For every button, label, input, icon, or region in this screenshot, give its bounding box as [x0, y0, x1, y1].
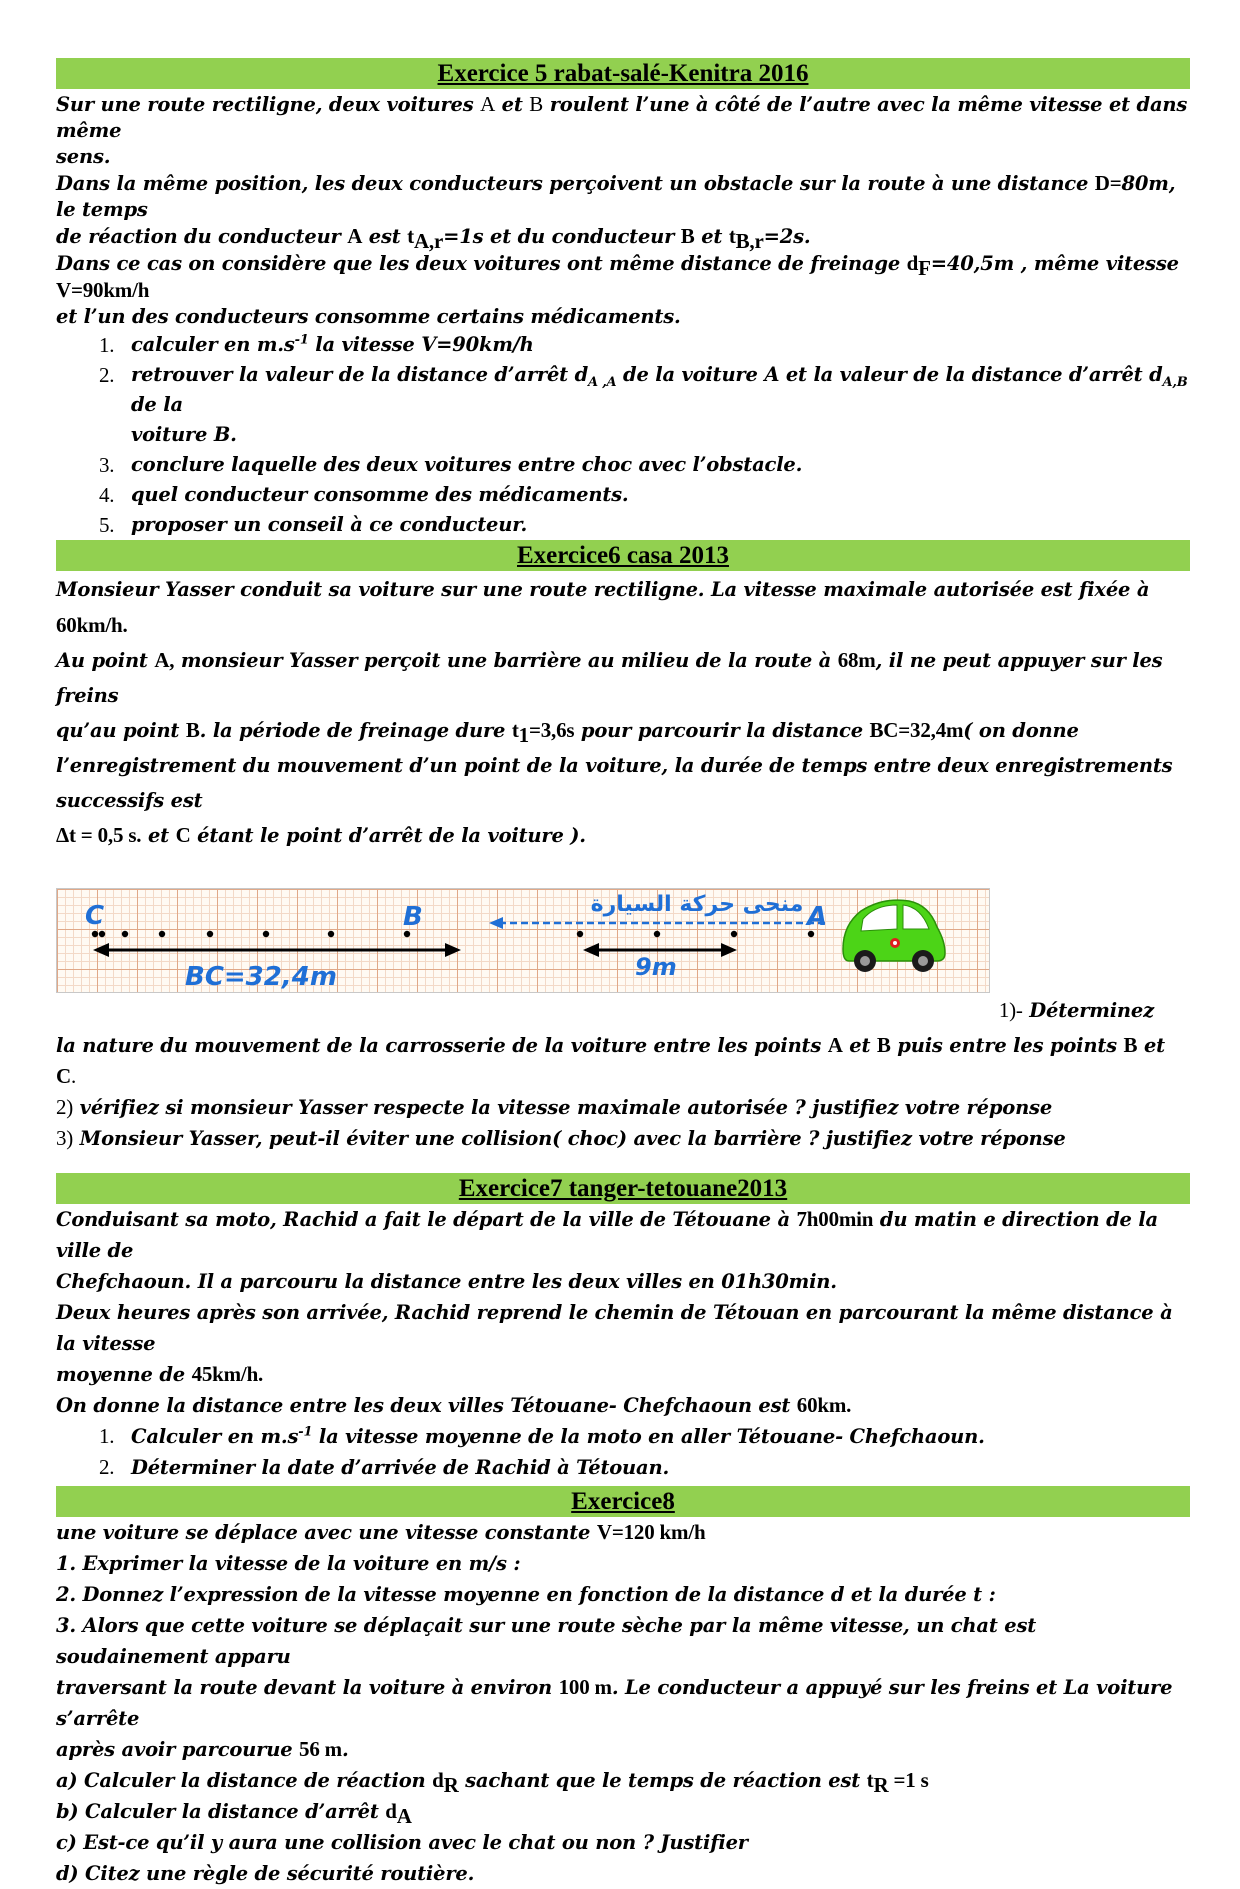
text: puis entre les points	[890, 1034, 1124, 1058]
text: une voiture se déplace avec une vitesse constante	[56, 1521, 597, 1545]
text: BC=32,4m	[869, 718, 964, 743]
item-number: 2.	[99, 1455, 115, 1480]
text: et	[694, 225, 729, 248]
dot	[99, 931, 105, 937]
text: B	[185, 718, 200, 743]
text: .	[341, 1738, 349, 1762]
text: . la période de freinage dure	[199, 719, 512, 743]
text: C	[56, 1064, 71, 1089]
text: Au point	[56, 649, 155, 673]
dot	[731, 931, 737, 937]
text: A	[827, 1033, 843, 1058]
recording-dots	[92, 931, 814, 937]
text: et	[495, 93, 530, 116]
text: 1)-	[998, 997, 1023, 1022]
text: 60km.	[796, 1393, 852, 1418]
text: 3. Alors que cette voiture se déplaçait sur une route sèche par la même vitesse, un chat est soudainement apparu	[56, 1614, 1037, 1669]
text: 2. Donnez l’expression de la vitesse moyenne en fonction de la distance d et la durée t :	[56, 1583, 996, 1607]
text: du matin e direction de la ville de	[56, 1208, 1158, 1263]
text: A	[764, 363, 780, 386]
text: =1 s	[888, 1768, 929, 1793]
point-c-label: C	[85, 900, 105, 931]
text: Monsieur Yasser, peut-il éviter une collision( choc) avec la barrière ? justifiez votre réponse	[73, 1127, 1066, 1151]
text: b) Calculer la distance d’arrêt	[56, 1800, 386, 1824]
worksheet-page	[56, 58, 1190, 1889]
text: Sur une route rectiligne, deux voitures	[56, 93, 481, 116]
text: t	[407, 224, 414, 248]
text: 100 m	[558, 1675, 612, 1700]
text: Déterminer la date d’arrivée de Rachid à Tétouan.	[131, 1456, 670, 1480]
dot	[263, 931, 269, 937]
motion-recording-figure	[56, 888, 990, 993]
list-item	[99, 330, 1190, 360]
item-number: 5.	[99, 513, 115, 537]
text: Δt = 0,5 s.	[56, 823, 142, 848]
dot	[328, 931, 334, 937]
text: Déterminez	[1022, 998, 1154, 1022]
ex5-body	[56, 89, 1190, 540]
ex5-title: Exercice 5 rabat-salé-Kenitra 2016	[437, 60, 809, 87]
text: 3)	[56, 1126, 74, 1151]
text: , le temps	[56, 172, 1176, 221]
text: On donne la distance entre les deux villes Tétouane- Chefchaoun est	[56, 1394, 797, 1418]
ex7-body	[56, 1204, 1190, 1483]
ex6-title: Exercice6 casa 2013	[517, 542, 729, 569]
text: de réaction du conducteur	[56, 225, 348, 248]
car-icon	[843, 900, 945, 972]
text: voiture	[131, 423, 214, 446]
text: et	[141, 824, 176, 848]
text: 1	[518, 723, 529, 748]
ex7-statement	[56, 1204, 1190, 1421]
text: A	[347, 224, 363, 248]
text: .	[70, 1064, 77, 1089]
bc-distance-label: BC=32,4m	[185, 961, 337, 992]
item-number: 4.	[99, 483, 115, 507]
list-item	[99, 1421, 1190, 1452]
dot	[122, 931, 128, 937]
text: A	[480, 92, 496, 116]
text: et	[842, 1034, 877, 1058]
text: 80m	[1121, 172, 1169, 195]
recording-diagram	[57, 889, 989, 992]
text: V=90km/h	[421, 333, 534, 356]
text: B	[529, 92, 544, 116]
text: après avoir parcourue	[56, 1738, 300, 1762]
nine-m-arrow-right-head	[721, 943, 737, 957]
text: V=120 km/h	[596, 1520, 706, 1545]
text: B	[876, 1033, 891, 1058]
text: 60km/h.	[56, 612, 128, 637]
text: ( on donne	[963, 719, 1079, 743]
text: la vitesse	[308, 333, 422, 356]
text: , il ne peut appuyer sur les freins	[56, 649, 1163, 707]
text: de la	[131, 393, 183, 416]
text: , même vitesse	[1014, 252, 1179, 275]
ex6-questions	[56, 993, 1190, 1155]
item-number: 2.	[99, 363, 115, 387]
text: et du conducteur	[483, 225, 681, 248]
item-number: 1.	[99, 333, 115, 357]
text: F	[918, 255, 931, 280]
list-item	[99, 360, 1190, 450]
ex8-statement	[56, 1517, 1190, 1889]
point-b-label: B	[403, 901, 423, 932]
ex6-header	[56, 540, 1190, 571]
text: et l’un des conducteurs consomme certains médicaments.	[56, 305, 681, 328]
text: a) Calculer la distance de réaction	[56, 1769, 433, 1793]
text: 2)	[56, 1095, 74, 1120]
text: C	[175, 823, 191, 848]
ex6-body	[56, 571, 1190, 1154]
text: R	[873, 1773, 889, 1798]
text: roulent l’une à côté de l’autre avec la même vitesse et dans même	[56, 93, 1188, 142]
bc-arrow-right-head	[445, 943, 461, 957]
text: m.s	[260, 1425, 299, 1449]
ex8-body	[56, 1517, 1190, 1889]
nine-m-label: 9m	[635, 952, 677, 981]
dot	[654, 931, 660, 937]
text: -1	[298, 1424, 313, 1440]
text: B	[1123, 1033, 1138, 1058]
text: la nature du mouvement de la carrosserie de la voiture entre les points	[56, 1034, 828, 1058]
text: retrouver la valeur de la distance d’arrêt d	[131, 363, 589, 386]
text: d	[385, 1799, 397, 1824]
text: conclure laquelle des deux voitures entre choc avec l’obstacle.	[131, 453, 803, 476]
text: quel conducteur consomme des médicaments.	[131, 483, 629, 506]
text: =1s	[443, 225, 484, 248]
spacer	[56, 1154, 1190, 1173]
text: vérifiez si monsieur Yasser respecte la vitesse maximale autorisée ? justifiez votre réponse	[73, 1096, 1053, 1120]
ex8-title: Exercice8	[571, 1488, 675, 1516]
text: =3,6s	[528, 718, 575, 743]
list-item	[99, 480, 1190, 510]
list-item	[99, 1452, 1190, 1483]
text: sens.	[56, 145, 111, 168]
text: calculer en m.s	[131, 333, 295, 356]
text: d	[906, 251, 919, 275]
text: d	[432, 1768, 444, 1793]
ex5-header	[56, 58, 1190, 89]
ex6-q1-start	[56, 993, 1190, 1029]
ex6-q1-rest	[56, 1030, 1190, 1154]
text: A ,A	[588, 374, 617, 390]
text: 7h00min	[796, 1207, 874, 1232]
point-a-label: A	[807, 901, 828, 932]
text: 68m	[837, 648, 876, 673]
text: Dans ce cas on considère que les deux voitures ont même distance de freinage	[56, 252, 907, 275]
nine-m-arrow-left-head	[583, 943, 599, 957]
text: B	[680, 224, 695, 248]
text: 56 m	[299, 1737, 342, 1762]
text: Deux heures après son arrivée, Rachid reprend le chemin de Tétouan en parcourant la même distance à la vitesse	[56, 1301, 1173, 1356]
dot	[159, 931, 165, 937]
text: t	[866, 1768, 874, 1793]
ex5-questions	[56, 330, 1190, 540]
direction-arrow-head	[489, 917, 503, 929]
direction-arabic-label: منحى حركة السيارة	[590, 891, 804, 917]
text: traversant la route devant la voiture à environ	[56, 1676, 559, 1700]
ex6-statement	[56, 573, 1190, 854]
list-item	[99, 510, 1190, 540]
text: V=90km/h	[56, 278, 150, 302]
text: qu’au point	[56, 719, 186, 743]
text: B,r	[735, 228, 764, 253]
text: monsieur Yasser perçoit une barrière au milieu de la route à	[174, 649, 838, 673]
text: c) Est-ce qu’il y aura une collision avec le chat ou non ? Justifier	[56, 1831, 748, 1855]
text: A,	[154, 648, 175, 673]
text: Dans la même position, les deux conducteurs perçoivent un obstacle sur la route à une distance	[56, 172, 1095, 195]
dot	[207, 931, 213, 937]
text: D=	[1094, 171, 1122, 195]
text: moyenne de	[56, 1363, 192, 1387]
ex7-questions	[56, 1421, 1190, 1483]
dot	[92, 931, 98, 937]
ex8-header	[56, 1486, 1190, 1517]
dot	[577, 931, 583, 937]
ex5-intro	[56, 91, 1190, 330]
text: étant le point d’arrêt de la voiture ).	[190, 824, 586, 848]
text: pour parcourir la distance	[574, 719, 870, 743]
bc-arrow-left-head	[93, 943, 109, 957]
text: Conduisant sa moto, Rachid a fait le départ de la ville de Tétouane à	[56, 1208, 797, 1232]
text: t	[511, 718, 519, 743]
text: Calculer en	[131, 1425, 261, 1449]
text: 45km/h.	[191, 1362, 264, 1387]
text: et la valeur de la distance d’arrêt d	[779, 363, 1163, 386]
text: l’enregistrement du mouvement d’un point de la voiture, la durée de temps entre deux enregistrements successifs est	[56, 753, 1173, 812]
text: . Le conducteur a appuyé sur les freins et La voiture s’arrête	[56, 1676, 1173, 1731]
text: R	[443, 1773, 459, 1798]
text: sachant que le temps de réaction est	[458, 1769, 867, 1793]
text: Monsieur Yasser conduit sa voiture sur une route rectiligne. La vitesse maximale autorisée est fixée à	[56, 578, 1150, 601]
text: 1. Exprimer la vitesse de la voiture en m/s :	[56, 1552, 521, 1576]
text: la vitesse moyenne de la moto en aller Tétouane- Chefchaoun.	[312, 1425, 985, 1449]
text: d) Citez une règle de sécurité routière.	[56, 1862, 475, 1886]
ex7-header	[56, 1173, 1190, 1204]
text: de la voiture	[616, 363, 765, 386]
text: proposer un conseil à ce conducteur.	[131, 513, 528, 536]
text: est	[362, 225, 408, 248]
text: =40,5m	[930, 252, 1015, 275]
text: et	[1137, 1034, 1165, 1058]
item-number: 1.	[99, 1424, 115, 1449]
text: =2s.	[763, 225, 811, 248]
text: -1	[294, 332, 309, 348]
text: A,B	[1162, 374, 1188, 390]
item-number: 3.	[99, 453, 115, 477]
text: A	[396, 1804, 412, 1829]
list-item	[99, 450, 1190, 480]
ex7-title: Exercice7 tanger-tetouane2013	[458, 1175, 788, 1203]
text: Chefchaoun. Il a parcouru la distance entre les deux villes en 01h30min.	[56, 1270, 837, 1294]
text: B.	[213, 423, 237, 446]
text: A,r	[413, 228, 444, 253]
text: t	[728, 224, 736, 248]
